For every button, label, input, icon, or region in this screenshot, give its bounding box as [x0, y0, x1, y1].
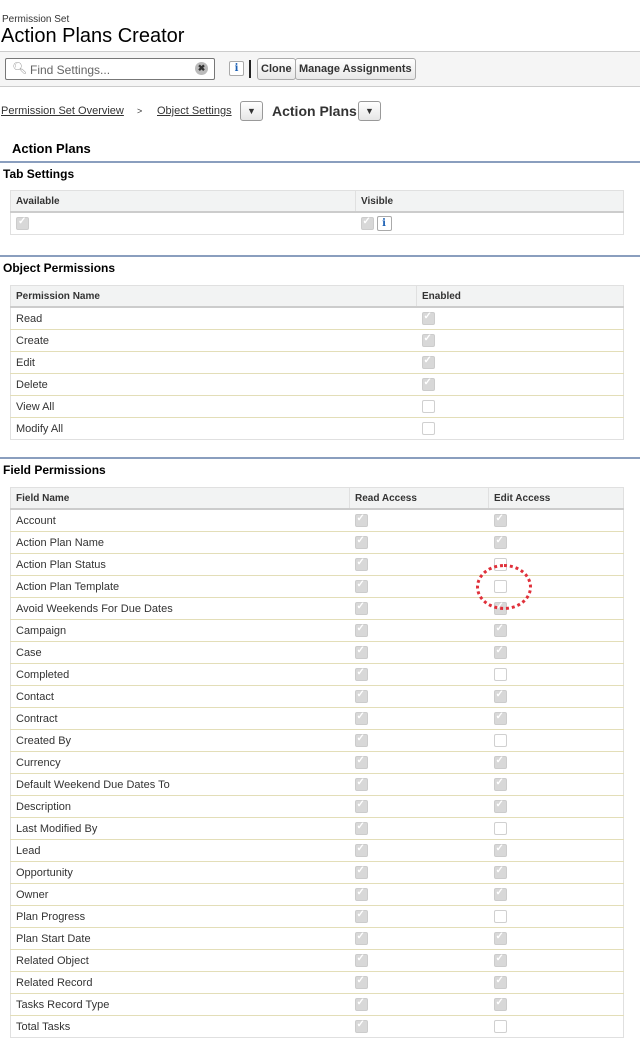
edit-access-checkbox[interactable]: [494, 756, 507, 769]
edit-access-checkbox[interactable]: [494, 646, 507, 659]
table-row: [11, 972, 624, 994]
read-access-checkbox[interactable]: [355, 580, 368, 593]
table-row: [11, 752, 624, 774]
read-access-checkbox[interactable]: [355, 646, 368, 659]
chevron-down-icon: ▼: [365, 106, 374, 116]
table-row: [11, 730, 624, 752]
read-access-checkbox[interactable]: [355, 998, 368, 1011]
edit-access-checkbox[interactable]: [494, 888, 507, 901]
table-row: [11, 818, 624, 840]
read-access-checkbox[interactable]: [355, 756, 368, 769]
section-title: Field Permissions: [3, 463, 106, 477]
search-input[interactable]: [5, 58, 215, 80]
tab-settings-table: [10, 190, 624, 235]
available-checkbox[interactable]: [16, 217, 29, 230]
read-access-checkbox[interactable]: [355, 602, 368, 615]
table-row: [11, 307, 624, 330]
read-access-checkbox[interactable]: [355, 734, 368, 747]
toolbar: [0, 51, 640, 87]
field-name: Opportunity: [11, 862, 350, 884]
table-row: [11, 352, 624, 374]
table-row: [11, 642, 624, 664]
read-access-checkbox[interactable]: [355, 712, 368, 725]
field-name: Plan Progress: [11, 906, 350, 928]
table-row: [11, 620, 624, 642]
edit-access-checkbox[interactable]: [494, 514, 507, 527]
field-name: Action Plan Name: [11, 532, 350, 554]
column-header: Available: [11, 191, 356, 213]
field-name: Tasks Record Type: [11, 994, 350, 1016]
read-access-checkbox[interactable]: [355, 514, 368, 527]
read-access-checkbox[interactable]: [355, 866, 368, 879]
field-name: Completed: [11, 664, 350, 686]
enabled-checkbox[interactable]: [422, 356, 435, 369]
breadcrumb-object-settings-link[interactable]: Object Settings: [157, 105, 232, 117]
divider: [249, 60, 251, 78]
table-row: [11, 862, 624, 884]
read-access-checkbox[interactable]: [355, 888, 368, 901]
field-name: Account: [11, 509, 350, 532]
table-row: [11, 774, 624, 796]
table-row: [11, 418, 624, 440]
page-title: Action Plans Creator: [1, 25, 185, 47]
field-permissions-section: [0, 457, 640, 477]
permission-name: Create: [11, 330, 417, 352]
enabled-checkbox[interactable]: [422, 400, 435, 413]
edit-access-checkbox[interactable]: [494, 976, 507, 989]
edit-access-checkbox[interactable]: [494, 844, 507, 857]
table-row: [11, 509, 624, 532]
permission-name: Read: [11, 307, 417, 330]
edit-access-checkbox[interactable]: [494, 734, 507, 747]
breadcrumb-overview-link[interactable]: Permission Set Overview: [1, 105, 124, 117]
permission-name: Delete: [11, 374, 417, 396]
table-row: [11, 554, 624, 576]
read-access-checkbox[interactable]: [355, 910, 368, 923]
info-button[interactable]: i: [229, 61, 244, 76]
clone-button[interactable]: Clone: [257, 58, 296, 80]
permission-name: View All: [11, 396, 417, 418]
read-access-checkbox[interactable]: [355, 624, 368, 637]
table-row: [11, 686, 624, 708]
enabled-checkbox[interactable]: [422, 378, 435, 391]
read-access-checkbox[interactable]: [355, 1020, 368, 1033]
table-row: [11, 664, 624, 686]
table-row: [11, 1016, 624, 1038]
tab-settings-section: [0, 161, 640, 181]
column-header: Enabled: [417, 286, 624, 308]
read-access-checkbox[interactable]: [355, 778, 368, 791]
enabled-checkbox[interactable]: [422, 312, 435, 325]
read-access-checkbox[interactable]: [355, 932, 368, 945]
field-name: Case: [11, 642, 350, 664]
action-plans-dropdown[interactable]: [358, 101, 381, 121]
read-access-checkbox[interactable]: [355, 536, 368, 549]
field-name: Currency: [11, 752, 350, 774]
field-name: Related Record: [11, 972, 350, 994]
table-row: [11, 396, 624, 418]
edit-access-checkbox[interactable]: [494, 954, 507, 967]
edit-access-checkbox[interactable]: [494, 668, 507, 681]
table-row: [11, 796, 624, 818]
manage-assignments-button[interactable]: Manage Assignments: [295, 58, 416, 80]
column-header: Permission Name: [11, 286, 417, 308]
table-row: [11, 598, 624, 620]
page-subtitle: Permission Set: [2, 14, 70, 25]
permission-name: Edit: [11, 352, 417, 374]
visible-checkbox[interactable]: [361, 217, 374, 230]
read-access-checkbox[interactable]: [355, 954, 368, 967]
search-icon: 🔍︎: [12, 61, 28, 75]
enabled-checkbox[interactable]: [422, 334, 435, 347]
object-permissions-table: [10, 285, 624, 440]
read-access-checkbox[interactable]: [355, 558, 368, 571]
field-name: Action Plan Template: [11, 576, 350, 598]
edit-access-checkbox[interactable]: [494, 624, 507, 637]
breadcrumb-current: Action Plans: [272, 103, 357, 119]
field-name: Default Weekend Due Dates To: [11, 774, 350, 796]
edit-access-checkbox[interactable]: [494, 778, 507, 791]
column-header: Edit Access: [489, 488, 624, 510]
object-settings-dropdown[interactable]: [240, 101, 263, 121]
field-name: Plan Start Date: [11, 928, 350, 950]
column-header: Field Name: [11, 488, 350, 510]
highlight-annotation: [476, 564, 532, 610]
field-name: Total Tasks: [11, 1016, 350, 1038]
field-name: Related Object: [11, 950, 350, 972]
table-row: [11, 840, 624, 862]
enabled-checkbox[interactable]: [422, 422, 435, 435]
table-row: [11, 532, 624, 554]
table-row: [11, 950, 624, 972]
edit-access-checkbox[interactable]: [494, 800, 507, 813]
edit-access-checkbox[interactable]: [494, 932, 507, 945]
table-row: [11, 994, 624, 1016]
field-name: Last Modified By: [11, 818, 350, 840]
breadcrumb-separator: >: [137, 106, 143, 116]
table-row: [11, 884, 624, 906]
field-name: Owner: [11, 884, 350, 906]
field-name: Avoid Weekends For Due Dates: [11, 598, 350, 620]
field-name: Contact: [11, 686, 350, 708]
section-title: Object Permissions: [3, 261, 116, 275]
section-title: Tab Settings: [3, 167, 75, 181]
table-row: [11, 330, 624, 352]
edit-access-checkbox[interactable]: [494, 1020, 507, 1033]
clear-icon[interactable]: ✖: [195, 62, 208, 75]
field-name: Action Plan Status: [11, 554, 350, 576]
read-access-checkbox[interactable]: [355, 690, 368, 703]
column-header: Read Access: [350, 488, 489, 510]
field-name: Contract: [11, 708, 350, 730]
read-access-checkbox[interactable]: [355, 976, 368, 989]
column-header: Visible: [356, 191, 624, 213]
edit-access-checkbox[interactable]: [494, 690, 507, 703]
table-row: [11, 708, 624, 730]
field-permissions-table: [10, 487, 624, 1038]
table-row: [11, 928, 624, 950]
field-name: Description: [11, 796, 350, 818]
read-access-checkbox[interactable]: [355, 822, 368, 835]
chevron-down-icon: ▼: [247, 106, 256, 116]
table-row: [11, 906, 624, 928]
edit-access-checkbox[interactable]: [494, 712, 507, 725]
permission-name: Modify All: [11, 418, 417, 440]
search-placeholder: Find Settings...: [30, 63, 111, 77]
field-name: Campaign: [11, 620, 350, 642]
edit-access-checkbox[interactable]: [494, 866, 507, 879]
read-access-checkbox[interactable]: [355, 668, 368, 681]
field-name: Created By: [11, 730, 350, 752]
table-row: [11, 374, 624, 396]
info-icon[interactable]: i: [377, 216, 392, 231]
edit-access-checkbox[interactable]: [494, 998, 507, 1011]
object-permissions-section: [0, 255, 640, 275]
field-name: Lead: [11, 840, 350, 862]
edit-access-checkbox[interactable]: [494, 910, 507, 923]
edit-access-checkbox[interactable]: [494, 822, 507, 835]
edit-access-checkbox[interactable]: [494, 536, 507, 549]
read-access-checkbox[interactable]: [355, 844, 368, 857]
read-access-checkbox[interactable]: [355, 800, 368, 813]
section-heading: Action Plans: [12, 141, 91, 156]
